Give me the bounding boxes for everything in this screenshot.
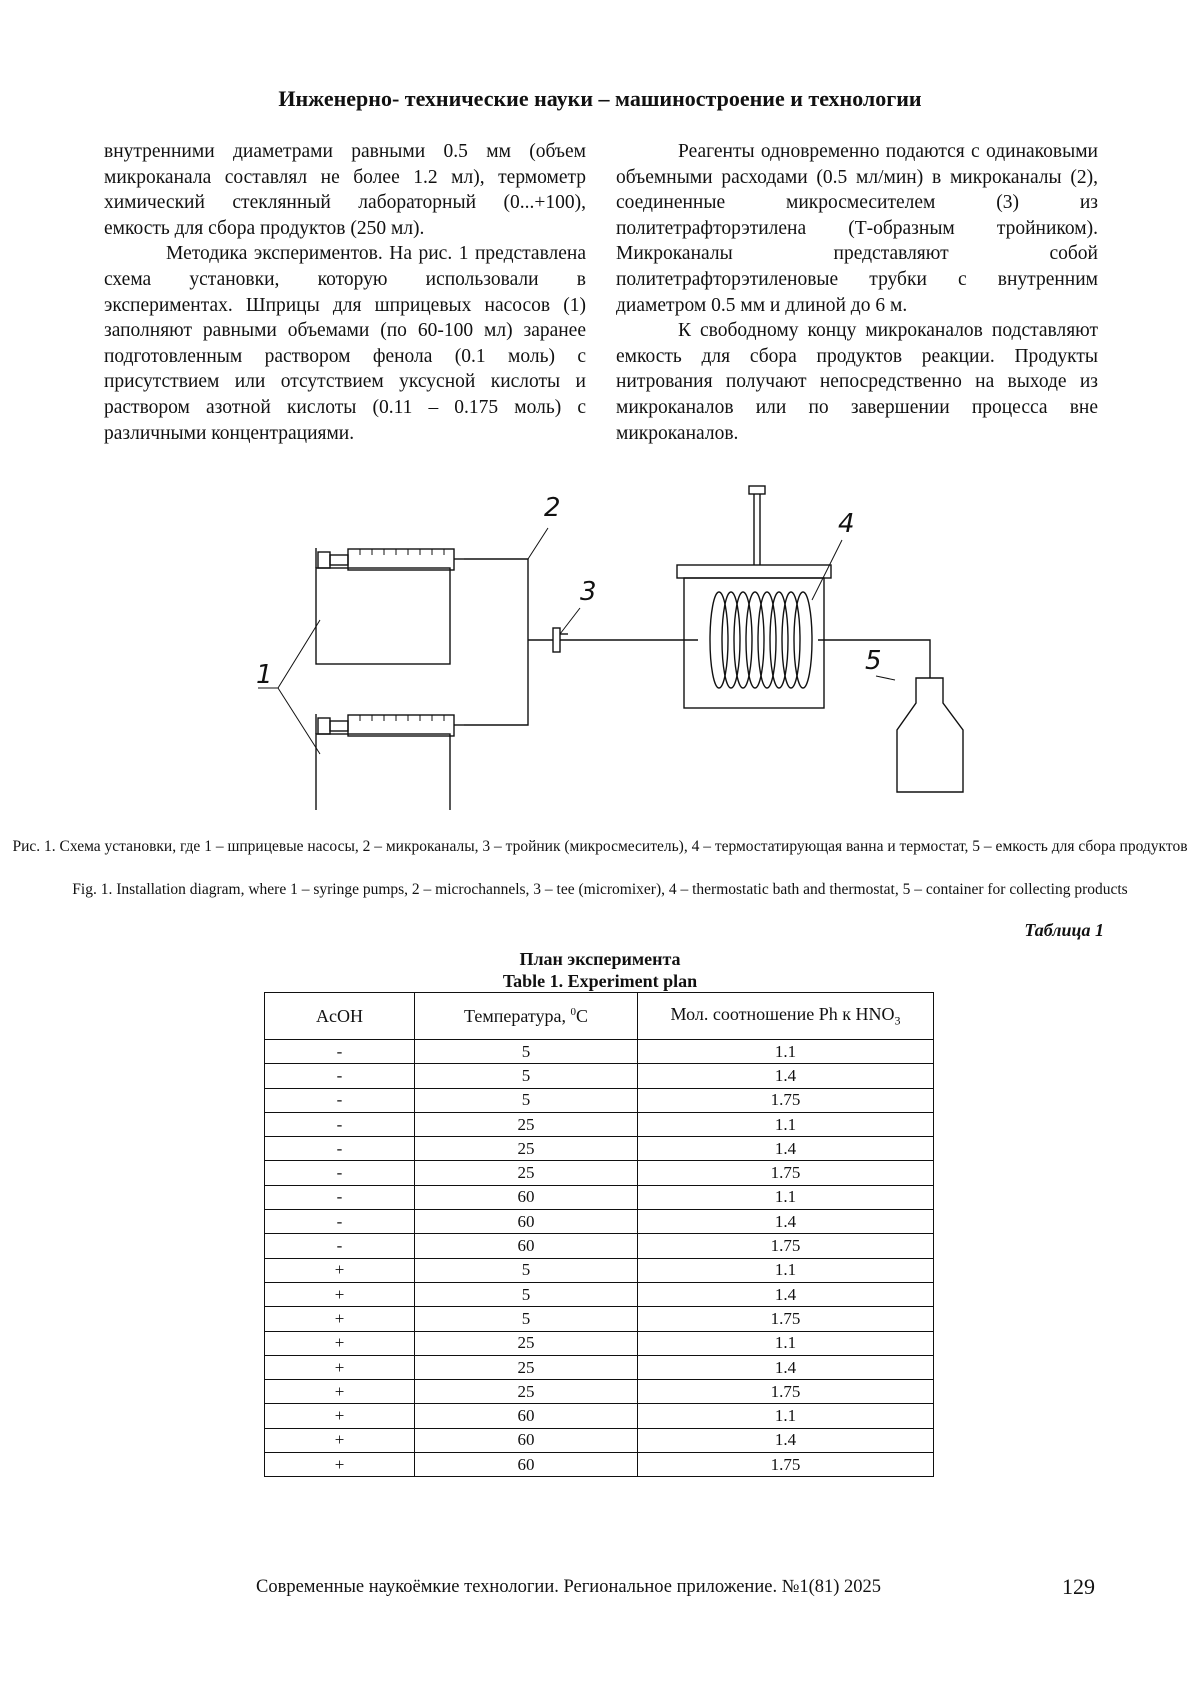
table-cell: -	[265, 1185, 415, 1209]
body-column-right	[616, 139, 1098, 446]
experiment-plan-table	[264, 992, 934, 1477]
table-cell: 60	[415, 1234, 638, 1258]
table-header-row	[265, 993, 934, 1040]
table-row	[265, 1258, 934, 1282]
table-cell: +	[265, 1282, 415, 1306]
table-cell: +	[265, 1355, 415, 1379]
table-row	[265, 1282, 934, 1306]
table-row	[265, 1137, 934, 1161]
table-cell: +	[265, 1404, 415, 1428]
table-label: Таблица 1	[1024, 920, 1104, 940]
table-cell: +	[265, 1453, 415, 1477]
thermostatic-bath	[677, 486, 831, 708]
collection-container	[897, 678, 963, 792]
table-title-en: Table 1. Experiment plan	[502, 971, 698, 991]
paragraph: внутренними диаметрами равными 0.5 мм (объем микроканала составлял не более 1.2 мл), термометр химический стеклянный лабораторный (0...+100), емкость для сбора продуктов (250 мл).	[104, 141, 586, 239]
table-row	[265, 1355, 934, 1379]
table-cell: 1.75	[638, 1380, 934, 1404]
table-cell: -	[265, 1112, 415, 1136]
table-cell: 1.4	[638, 1137, 934, 1161]
table-cell: 25	[415, 1331, 638, 1355]
table-row	[265, 1112, 934, 1136]
table-cell: 1.75	[638, 1161, 934, 1185]
table-cell: 1.4	[638, 1355, 934, 1379]
table-cell: 1.75	[638, 1234, 934, 1258]
table-cell: 1.4	[638, 1428, 934, 1452]
label-3: 3	[580, 577, 597, 607]
table-cell: -	[265, 1040, 415, 1064]
table-row	[265, 1307, 934, 1331]
table-cell: 1.75	[638, 1307, 934, 1331]
table-cell: -	[265, 1210, 415, 1234]
table-cell: +	[265, 1258, 415, 1282]
table-cell: 5	[415, 1282, 638, 1306]
paragraph: К свободному концу микроканалов подставляют емкость для сбора продуктов реакции. Продукты нитрования получают непосредственно на выходе из микроканалов или по завершении процесса вне микроканалов.	[616, 320, 1098, 444]
table-cell: 5	[415, 1088, 638, 1112]
syringe-pump-lower	[316, 714, 464, 810]
label-1: 1	[256, 660, 273, 690]
table-cell: 60	[415, 1185, 638, 1209]
microchannel-lines	[464, 559, 930, 725]
label-2: 2	[544, 493, 561, 523]
table-cell: +	[265, 1307, 415, 1331]
table-cell: 1.1	[638, 1331, 934, 1355]
table-row	[265, 1453, 934, 1477]
table-cell: 25	[415, 1161, 638, 1185]
header-molar-ratio: Мол. соотношение Ph к $HNO_3$	[638, 993, 934, 1040]
table-cell: 1.75	[638, 1088, 934, 1112]
header-acoh: AcOH	[265, 993, 415, 1040]
table-row	[265, 1380, 934, 1404]
table-cell: -	[265, 1088, 415, 1112]
table-cell: 1.75	[638, 1453, 934, 1477]
table-cell: -	[265, 1161, 415, 1185]
header-temperature: Температура, $^0$C	[415, 993, 638, 1040]
label-4: 4	[838, 509, 855, 539]
table-cell: -	[265, 1234, 415, 1258]
paragraph: Реагенты одновременно подаются с одинаковыми объемными расходами (0.5 мл/мин) в микроканалы (2), соединенные микросмесителем (3) из политетрафторэтилена (Т-образным тройником). Микроканалы представляют собой политетрафторэтиленовые трубки с внутренним диаметром 0.5 мм и длиной до 6 м.	[616, 141, 1098, 316]
figure-caption-en: Fig. 1. Installation diagram, where 1 – syringe pumps, 2 – microchannels, 3 – tee (micromixer), 4 – thermostatic bath and thermostat, 5 – container for collecting products	[72, 881, 1128, 898]
table-row	[265, 1040, 934, 1064]
table-cell: 1.4	[638, 1210, 934, 1234]
table-cell: 25	[415, 1380, 638, 1404]
table-row	[265, 1185, 934, 1209]
table-cell: +	[265, 1331, 415, 1355]
table-cell: 1.1	[638, 1404, 934, 1428]
coil	[710, 592, 812, 688]
table-cell: 60	[415, 1428, 638, 1452]
table-cell: 5	[415, 1040, 638, 1064]
table-cell: 1.4	[638, 1064, 934, 1088]
table-row	[265, 1210, 934, 1234]
paragraph: Методика экспериментов. На рис. 1 представлена схема установки, которую использовали в экспериментах. Шприцы для шприцевых насосов (1) заполняют равными объемами (по 60-100 мл) заранее подготовленным раствором фенола (0.1 моль) с присутствием или отсутствием уксусной кислоты и раствором азотной кислоты (0.11 – 0.175 моль) с различными концентрациями.	[104, 243, 586, 444]
table-cell: 60	[415, 1453, 638, 1477]
table-cell: 60	[415, 1404, 638, 1428]
running-header: Инженерно- технические науки – машиностроение и технологии	[278, 86, 922, 111]
table-cell: 25	[415, 1137, 638, 1161]
table-cell: 1.1	[638, 1185, 934, 1209]
table-row	[265, 1064, 934, 1088]
table-cell: 1.1	[638, 1258, 934, 1282]
label-5: 5	[865, 646, 882, 676]
installation-diagram	[0, 470, 1200, 810]
table-row	[265, 1234, 934, 1258]
table-cell: -	[265, 1137, 415, 1161]
table-row	[265, 1088, 934, 1112]
table-cell: +	[265, 1428, 415, 1452]
syringe-pump-upper	[316, 548, 464, 664]
table-cell: 5	[415, 1258, 638, 1282]
figure-caption-ru: Рис. 1. Схема установки, где 1 – шприцевые насосы, 2 – микроканалы, 3 – тройник (микросмеситель), 4 – термостатирующая ванна и термостат, 5 – емкость для сбора продуктов	[12, 838, 1188, 855]
table-cell: 25	[415, 1355, 638, 1379]
table-row	[265, 1331, 934, 1355]
table-row	[265, 1428, 934, 1452]
table-cell: 25	[415, 1112, 638, 1136]
body-column-left	[104, 139, 586, 446]
table-cell: 1.1	[638, 1040, 934, 1064]
table-cell: +	[265, 1380, 415, 1404]
table-cell: 60	[415, 1210, 638, 1234]
table-cell: 1.1	[638, 1112, 934, 1136]
table-cell: -	[265, 1064, 415, 1088]
page-number: 129	[1062, 1574, 1095, 1599]
table-cell: 5	[415, 1307, 638, 1331]
journal-footer: Современные наукоёмкие технологии. Региональное приложение. №1(81) 2025	[256, 1577, 882, 1597]
table-cell: 5	[415, 1064, 638, 1088]
table-row	[265, 1404, 934, 1428]
table-cell: 1.4	[638, 1282, 934, 1306]
table-title-ru: План эксперимента	[519, 949, 681, 969]
table-row	[265, 1161, 934, 1185]
